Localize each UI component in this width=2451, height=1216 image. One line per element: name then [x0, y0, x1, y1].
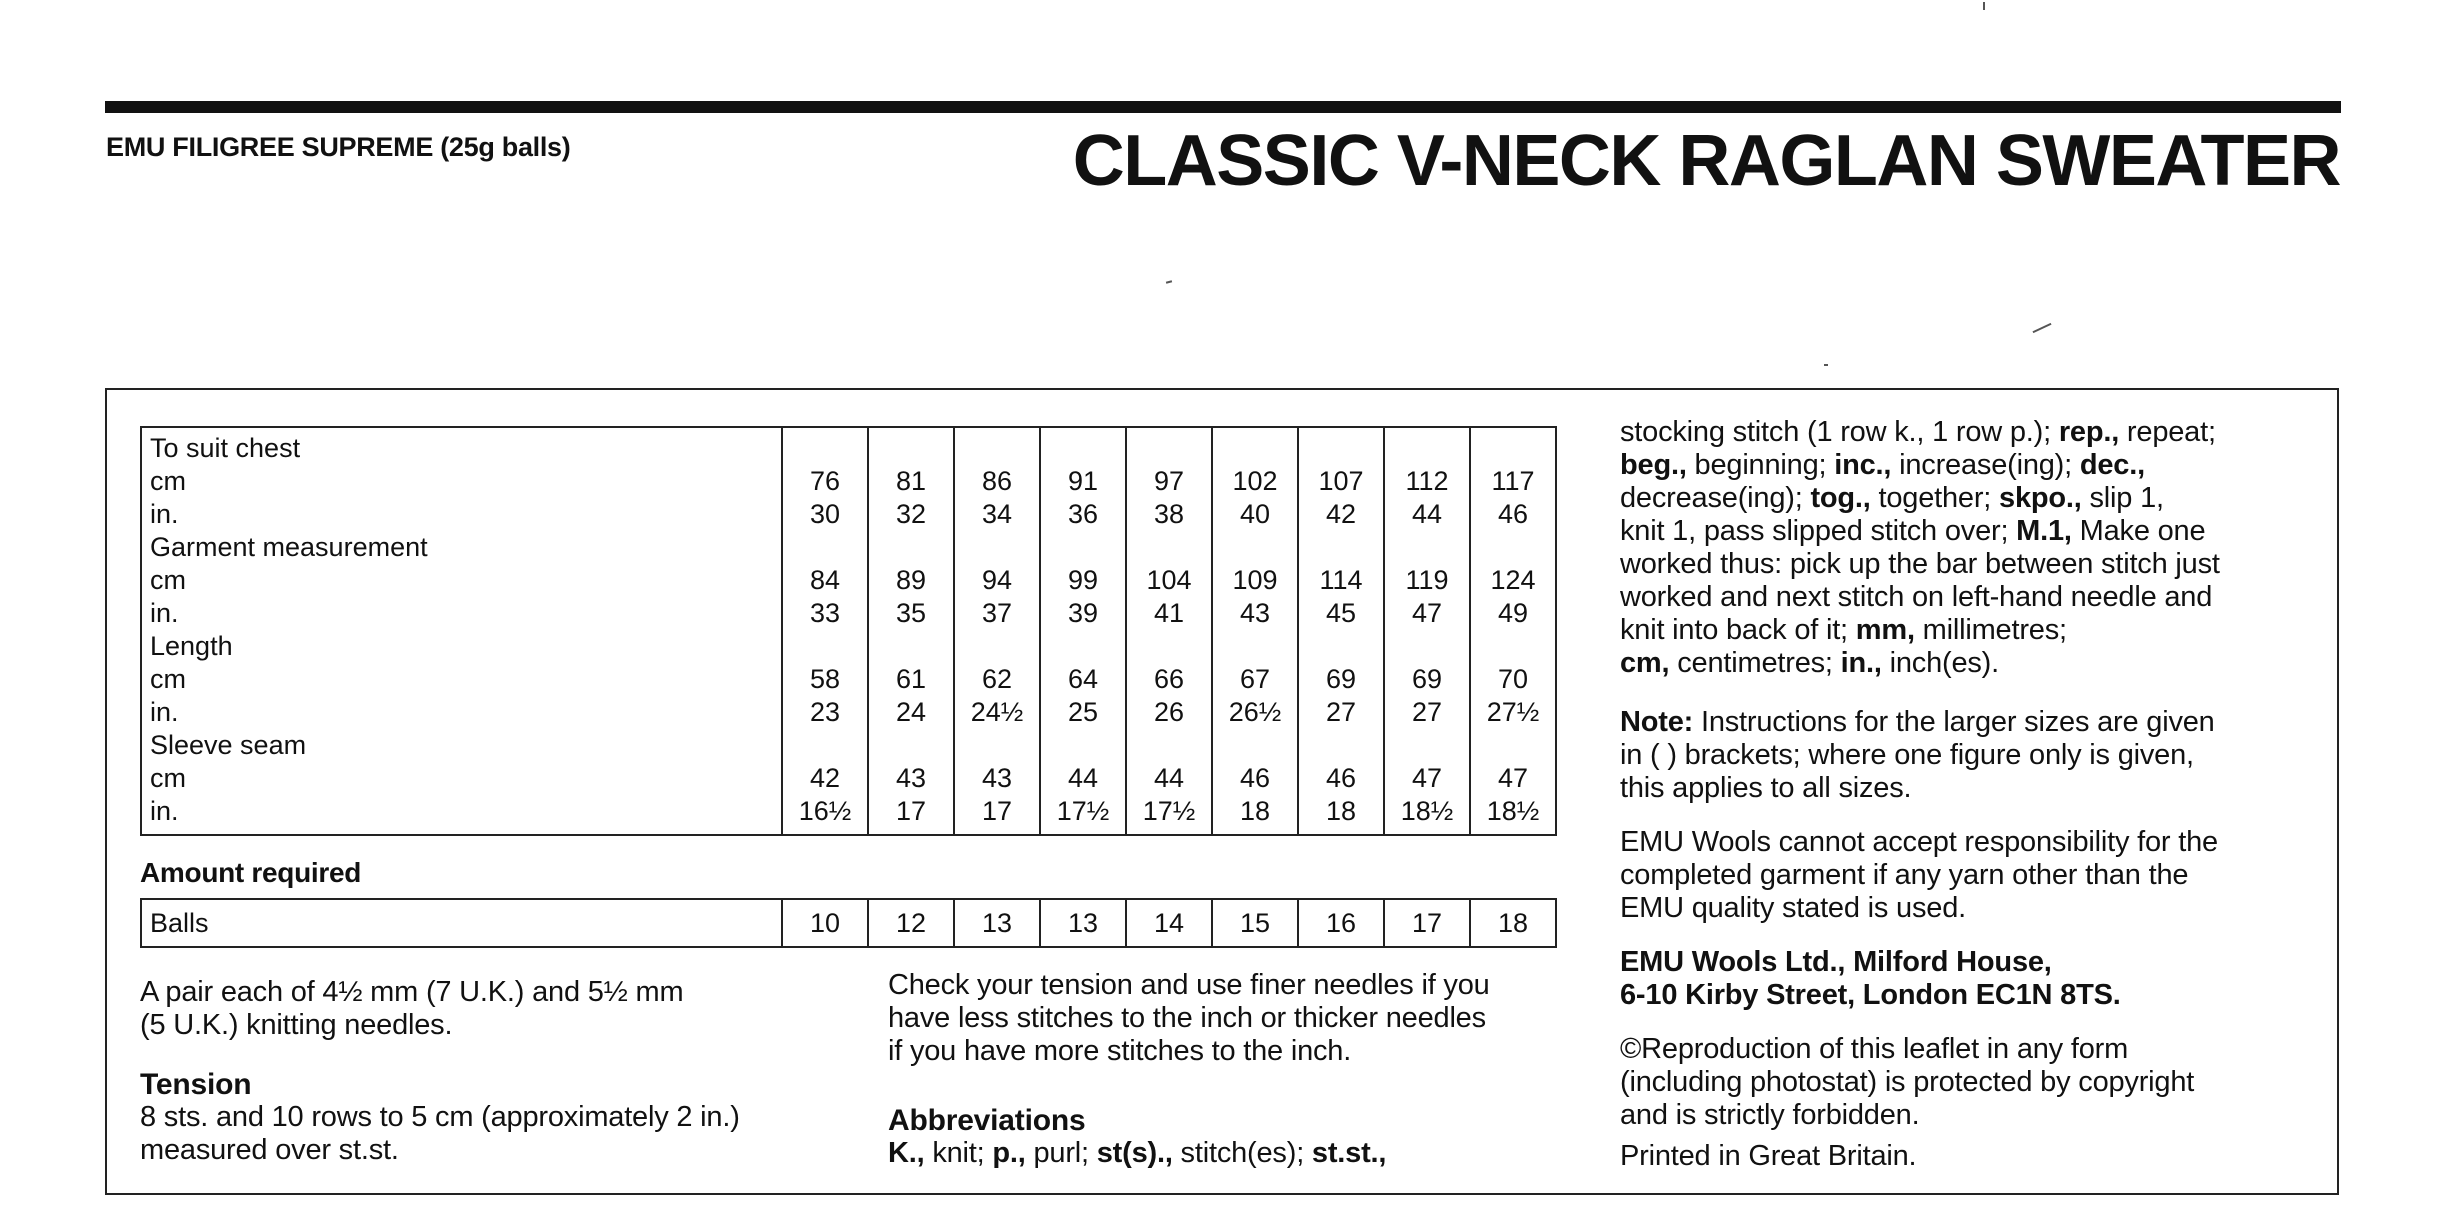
size-value: 43 [868, 762, 954, 795]
check-tension-text [888, 969, 1490, 1068]
abbr-def: millimetres; [1914, 614, 2067, 646]
size-value: 32 [868, 498, 954, 531]
size-value: 24½ [954, 696, 1040, 729]
size-value: 33 [782, 597, 868, 630]
size-value: 61 [868, 663, 954, 696]
table-row [141, 729, 1556, 762]
size-value: 47 [1384, 762, 1470, 795]
size-value [1470, 729, 1556, 762]
balls-value: 13 [954, 899, 1040, 947]
size-value [1470, 531, 1556, 564]
size-value: 91 [1040, 465, 1126, 498]
size-value: 43 [1212, 597, 1298, 630]
size-value: 86 [954, 465, 1040, 498]
abbr-term: rep., [2058, 416, 2120, 448]
size-value: 62 [954, 663, 1040, 696]
balls-table [140, 898, 1557, 948]
amount-heading: Amount required [140, 857, 362, 888]
size-value: 117 [1470, 465, 1556, 498]
size-value: 23 [782, 696, 868, 729]
size-value: 97 [1126, 465, 1212, 498]
abbreviations-line [1620, 449, 2300, 482]
tension-line: measured over st.st. [140, 1134, 399, 1166]
abbr-term: st(s)., [1096, 1137, 1173, 1169]
size-value [1470, 427, 1556, 465]
table-row [141, 696, 1556, 729]
size-value: 27 [1384, 696, 1470, 729]
size-value: 49 [1470, 597, 1556, 630]
abbreviations-continued [1620, 416, 2300, 680]
size-value: 35 [868, 597, 954, 630]
size-value: 47 [1470, 762, 1556, 795]
size-value: 24 [868, 696, 954, 729]
size-value [782, 531, 868, 564]
size-value: 69 [1384, 663, 1470, 696]
table-row [141, 465, 1556, 498]
abbr-def: beginning; [1686, 449, 1835, 481]
size-value: 107 [1298, 465, 1384, 498]
size-value: 104 [1126, 564, 1212, 597]
abbr-def: knit 1, pass slipped stitch over; [1620, 515, 2017, 547]
size-value [1126, 531, 1212, 564]
abbr-def: stocking stitch (1 row k., 1 row p.); [1620, 416, 2059, 448]
size-value: 17 [954, 795, 1040, 835]
row-label: in. [141, 597, 782, 630]
size-value: 81 [868, 465, 954, 498]
size-value: 18½ [1470, 795, 1556, 835]
size-value: 84 [782, 564, 868, 597]
abbreviations-line [1620, 482, 2300, 515]
disclaimer-line: EMU Wools cannot accept responsibility for the [1620, 826, 2218, 858]
scan-speck [1983, 2, 1985, 10]
size-value: 36 [1040, 498, 1126, 531]
balls-label: Balls [141, 899, 782, 947]
size-value: 89 [868, 564, 954, 597]
size-value: 18 [1212, 795, 1298, 835]
balls-value: 18 [1470, 899, 1556, 947]
abbr-term: K., [888, 1137, 925, 1169]
size-value: 69 [1298, 663, 1384, 696]
table-row [141, 427, 1556, 465]
abbreviations-line [1620, 416, 2300, 449]
abbr-def: decrease(ing); [1620, 482, 1811, 514]
size-value [1384, 427, 1470, 465]
row-label: in. [141, 696, 782, 729]
size-value: 46 [1470, 498, 1556, 531]
note-line: in ( ) brackets; where one figure only is given, [1620, 739, 2194, 771]
abbr-def: repeat; [2119, 416, 2216, 448]
abbr-def: together; [1870, 482, 2000, 514]
size-value [1298, 427, 1384, 465]
size-value: 17½ [1126, 795, 1212, 835]
size-value: 30 [782, 498, 868, 531]
size-value: 41 [1126, 597, 1212, 630]
size-value: 46 [1212, 762, 1298, 795]
size-value [954, 531, 1040, 564]
balls-value: 15 [1212, 899, 1298, 947]
abbreviations-heading: Abbreviations [888, 1104, 1086, 1137]
size-table [140, 426, 1557, 836]
row-label: Length [141, 630, 782, 663]
abbr-term: skpo., [1999, 482, 2082, 514]
copyright-line: ©Reproduction of this leaflet in any form [1620, 1033, 2129, 1065]
disclaimer-block [1620, 826, 2300, 925]
size-value [1040, 531, 1126, 564]
disclaimer-line: EMU quality stated is used. [1620, 892, 1966, 924]
size-value: 40 [1212, 498, 1298, 531]
size-value: 58 [782, 663, 868, 696]
tension-heading: Tension [140, 1068, 252, 1101]
table-row [141, 564, 1556, 597]
printed-in: Printed in Great Britain. [1620, 1140, 1917, 1172]
size-value [1126, 427, 1212, 465]
size-value: 27½ [1470, 696, 1556, 729]
abbr-term: p., [992, 1137, 1026, 1169]
row-label: Garment measurement [141, 531, 782, 564]
abbr-term: inc., [1834, 449, 1892, 481]
size-value [1384, 531, 1470, 564]
abbr-term: tog., [1810, 482, 1871, 514]
size-value [1384, 729, 1470, 762]
size-value [954, 729, 1040, 762]
row-label: To suit chest [141, 427, 782, 465]
size-value: 119 [1384, 564, 1470, 597]
address-line: 6-10 Kirby Street, London EC1N 8TS. [1620, 979, 2121, 1011]
note-label: Note: [1620, 706, 1694, 738]
size-value [1212, 427, 1298, 465]
size-value: 109 [1212, 564, 1298, 597]
size-value: 26½ [1212, 696, 1298, 729]
abbr-def: stitch(es); [1172, 1137, 1312, 1169]
scan-speck [1166, 280, 1172, 283]
size-value: 43 [954, 762, 1040, 795]
row-label: in. [141, 795, 782, 835]
table-row [141, 663, 1556, 696]
balls-value: 14 [1126, 899, 1212, 947]
row-label: in. [141, 498, 782, 531]
abbreviations-line [888, 1137, 1386, 1170]
tension-block [140, 1068, 740, 1167]
copyright-line: and is strictly forbidden. [1620, 1099, 1920, 1131]
size-value: 67 [1212, 663, 1298, 696]
abbr-term: M.1, [2016, 515, 2072, 547]
note-block [1620, 706, 2300, 805]
size-value [1470, 630, 1556, 663]
address-block [1620, 946, 2300, 1012]
abbreviations-line [1620, 515, 2300, 548]
needles-line: A pair each of 4½ mm (7 U.K.) and 5½ mm [140, 976, 684, 1008]
size-value [1212, 531, 1298, 564]
balls-value: 16 [1298, 899, 1384, 947]
size-value [868, 531, 954, 564]
size-value: 70 [1470, 663, 1556, 696]
needles-line: (5 U.K.) knitting needles. [140, 1009, 453, 1041]
balls-value: 13 [1040, 899, 1126, 947]
abbreviations-line [1620, 647, 2300, 680]
size-table-body [141, 427, 1556, 835]
row-label: cm [141, 663, 782, 696]
note-text: Instructions for the larger sizes are given [1693, 706, 2215, 738]
size-value: 47 [1384, 597, 1470, 630]
table-row [141, 630, 1556, 663]
size-value [1298, 531, 1384, 564]
size-value: 27 [1298, 696, 1384, 729]
size-value: 38 [1126, 498, 1212, 531]
size-value: 124 [1470, 564, 1556, 597]
size-value: 42 [782, 762, 868, 795]
size-value: 99 [1040, 564, 1126, 597]
tension-line: 8 sts. and 10 rows to 5 cm (approximately 2 in.) [140, 1101, 740, 1133]
size-value: 112 [1384, 465, 1470, 498]
copyright-block [1620, 1033, 2300, 1132]
size-value [868, 630, 954, 663]
size-value: 114 [1298, 564, 1384, 597]
page-title: CLASSIC V-NECK RAGLAN SWEATER [1072, 121, 2340, 201]
address-line: EMU Wools Ltd., Milford House, [1620, 946, 2052, 978]
size-value [1126, 729, 1212, 762]
balls-value: 12 [868, 899, 954, 947]
size-value: 17 [868, 795, 954, 835]
note-line: this applies to all sizes. [1620, 772, 1912, 804]
size-value [1040, 729, 1126, 762]
size-value [1212, 630, 1298, 663]
abbreviations-line: worked thus: pick up the bar between stitch just [1620, 548, 2220, 580]
copyright-line: (including photostat) is protected by copyright [1620, 1066, 2195, 1098]
size-value [1126, 630, 1212, 663]
size-value: 42 [1298, 498, 1384, 531]
check-line: if you have more stitches to the inch. [888, 1035, 1352, 1067]
abbr-def: purl; [1025, 1137, 1097, 1169]
balls-value: 17 [1384, 899, 1470, 947]
abbr-term: beg., [1620, 449, 1687, 481]
size-value [868, 729, 954, 762]
size-value: 37 [954, 597, 1040, 630]
abbr-term: dec., [2079, 449, 2145, 481]
abbr-term: cm, [1620, 647, 1670, 679]
check-line: Check your tension and use finer needles if you [888, 969, 1490, 1001]
size-value: 76 [782, 465, 868, 498]
needles-text [140, 976, 683, 1042]
size-value: 46 [1298, 762, 1384, 795]
size-value [1298, 630, 1384, 663]
size-value [1298, 729, 1384, 762]
row-label: Sleeve seam [141, 729, 782, 762]
size-value: 94 [954, 564, 1040, 597]
size-value [954, 427, 1040, 465]
size-value: 18 [1298, 795, 1384, 835]
abbr-term: in., [1840, 647, 1882, 679]
size-value: 26 [1126, 696, 1212, 729]
abbr-def: slip 1, [2081, 482, 2164, 514]
size-value: 44 [1126, 762, 1212, 795]
abbreviations-line: worked and next stitch on left-hand needle and [1620, 581, 2213, 613]
abbr-def: increase(ing); [1891, 449, 2080, 481]
row-label: cm [141, 465, 782, 498]
abbr-def: inch(es). [1881, 647, 1999, 679]
size-value: 17½ [1040, 795, 1126, 835]
size-value: 45 [1298, 597, 1384, 630]
size-value [1384, 630, 1470, 663]
size-value: 44 [1384, 498, 1470, 531]
size-value [782, 427, 868, 465]
table-row [141, 795, 1556, 835]
yarn-label: EMU FILIGREE SUPREME (25g balls) [106, 132, 571, 162]
table-row [141, 498, 1556, 531]
size-value [1040, 427, 1126, 465]
abbr-term: st.st., [1311, 1137, 1387, 1169]
abbr-def: knit into back of it; [1620, 614, 1856, 646]
size-value: 102 [1212, 465, 1298, 498]
table-row [141, 597, 1556, 630]
top-rule [105, 101, 2341, 113]
size-value [1212, 729, 1298, 762]
size-value [782, 630, 868, 663]
size-value [1040, 630, 1126, 663]
note-line [1620, 706, 2300, 739]
size-value: 34 [954, 498, 1040, 531]
abbr-def: Make one [2071, 515, 2206, 547]
disclaimer-line: completed garment if any yarn other than the [1620, 859, 2189, 891]
check-line: have less stitches to the inch or thicker needles [888, 1002, 1486, 1034]
row-label: cm [141, 564, 782, 597]
abbr-def: knit; [924, 1137, 993, 1169]
size-value: 39 [1040, 597, 1126, 630]
abbr-def: centimetres; [1669, 647, 1841, 679]
table-row [141, 531, 1556, 564]
row-label: cm [141, 762, 782, 795]
balls-value: 10 [782, 899, 868, 947]
size-value: 18½ [1384, 795, 1470, 835]
size-value [782, 729, 868, 762]
abbreviations-block [888, 1104, 1386, 1170]
size-value: 25 [1040, 696, 1126, 729]
size-value: 66 [1126, 663, 1212, 696]
abbreviations-line [1620, 614, 2300, 647]
abbr-term: mm, [1855, 614, 1915, 646]
size-value: 64 [1040, 663, 1126, 696]
size-value [954, 630, 1040, 663]
table-row [141, 899, 1556, 947]
scan-speck [1824, 364, 1828, 366]
table-row [141, 762, 1556, 795]
size-value: 16½ [782, 795, 868, 835]
size-value [868, 427, 954, 465]
scan-speck [2033, 323, 2052, 333]
size-value: 44 [1040, 762, 1126, 795]
